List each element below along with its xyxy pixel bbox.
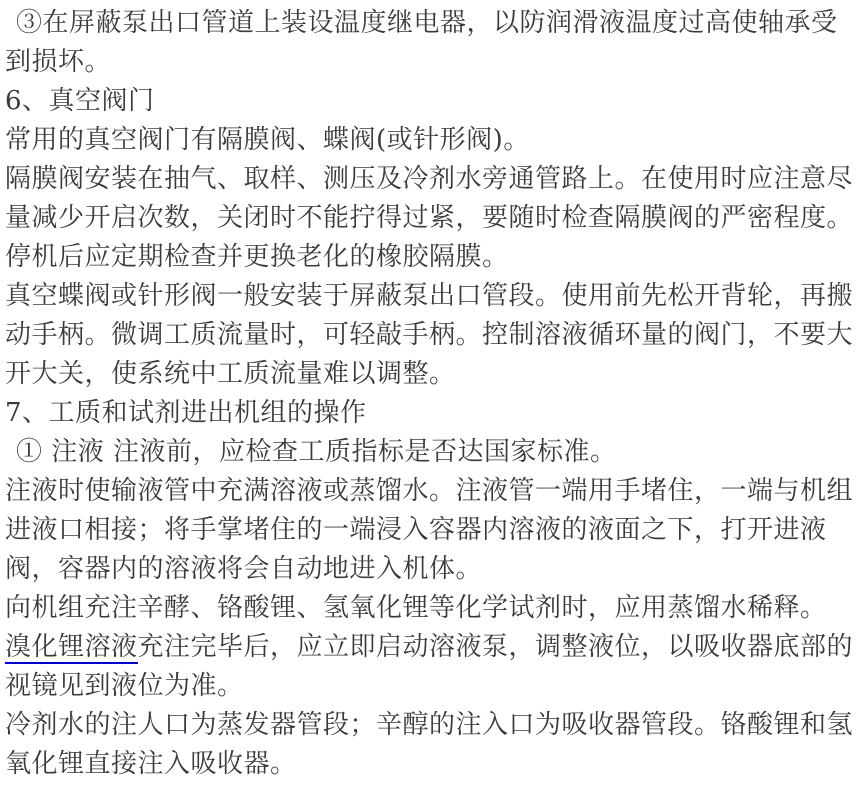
paragraph-lithium-bromide-rest: 充注完毕后，应立即启动溶液泵，调整液位，以吸收器底部的视镜见到液位为准。 [5,632,854,701]
lithium-bromide-term-link[interactable]: 溴化锂溶液 [5,632,138,662]
paragraph-common-vacuum-valves: 常用的真空阀门有隔膜阀、蝶阀(或针形阀)。 [5,125,530,155]
paragraph-injection-ports: 冷剂水的注人口为蒸发器管段；辛醇的注入口为吸收器管段。铬酸锂和氢氧化锂直接注入吸收器。 [5,710,854,779]
paragraph-chemical-reagents: 向机组充注辛酵、铬酸锂、氢氧化锂等化学试剂时，应用蒸馏水稀释。 [5,593,827,623]
section-heading-working-fluid-operations: 7、工质和试剂进出机组的操作 [5,398,367,428]
paragraph-diaphragm-valve: 隔膜阀安装在抽气、取样、测压及冷剂水旁通管路上。在使用时应注意尽量减少开启次数，关闭时不能拧得过紧，要随时检查隔膜阀的严密程度。停机后应定期检查并更换老化的橡胶隔膜。 [5,164,854,272]
paragraph-temperature-relay: ③在屏蔽泵出口管道上装设温度继电器，以防润滑液温度过高使轴承受到损坏。 [5,8,838,77]
paragraph-liquid-filling-intro: ① 注液 注液前，应检查工质指标是否达国家标准。 [16,437,617,467]
paragraph-butterfly-needle-valve: 真空蝶阀或针形阀一般安装于屏蔽泵出口管段。使用前先松开背轮，再搬动手柄。微调工质流量时，可轻敲手柄。控制溶液循环量的阀门，不要大开大关，使系统中工质流量难以调整。 [5,281,854,389]
paragraph-liquid-filling-procedure: 注液时使输液管中充满溶液或蒸馏水。注液管一端用手堵住，一端与机组进液口相接；将手掌堵住的一端浸入容器内溶液的液面之下，打开进液阀，容器内的溶液将会自动地进入机体。 [5,476,854,584]
paragraph-lithium-bromide-filling [5,628,856,706]
section-heading-vacuum-valves: 6、真空阀门 [5,86,155,116]
